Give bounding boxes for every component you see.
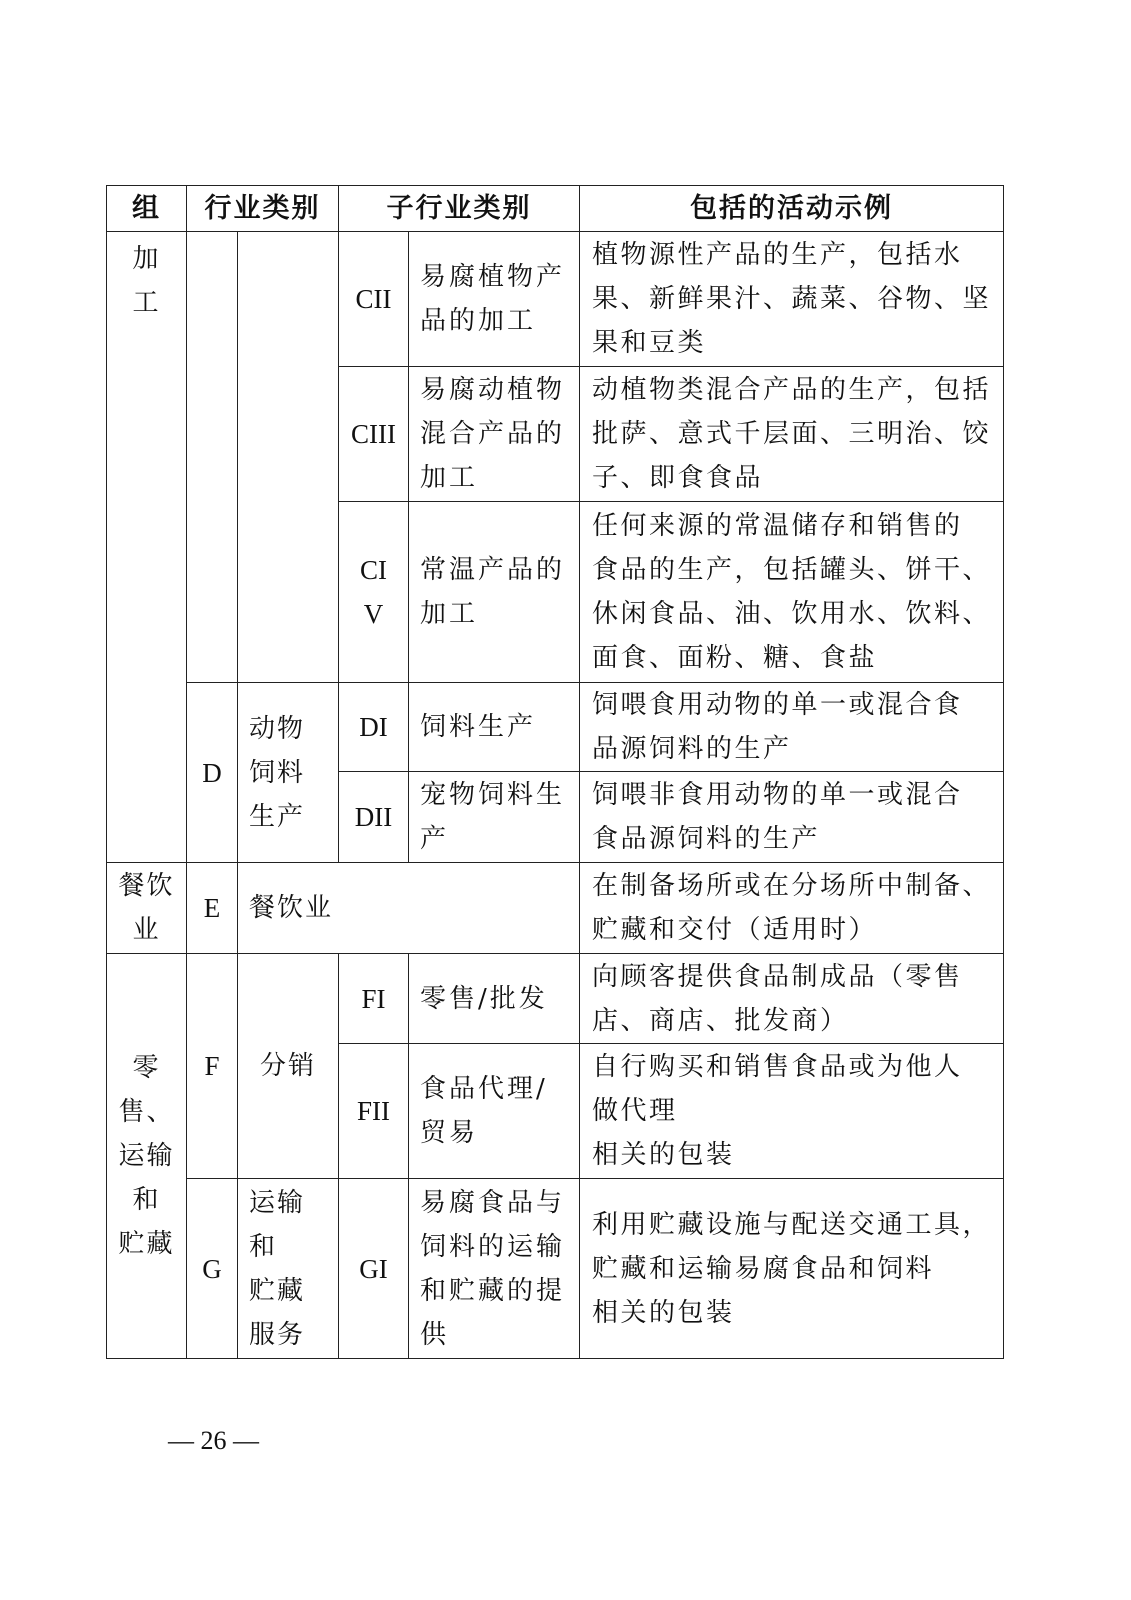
subcategory-code: GI [339,1179,409,1359]
table-header-row [107,186,1004,232]
subcategory-name: 食品代理/ 贸易 [409,1044,580,1179]
group-cell-catering: 餐饮 业 [107,863,187,954]
activity-examples: 自行购买和销售食品或为他人 做代理 相关的包装 [580,1044,1004,1179]
group-cell-retail-transport-storage: 零 售、 运输 和 贮藏 [107,954,187,1359]
subcategory-code: DI [339,683,409,772]
subcategory-name: 易腐食品与 饲料的运输 和贮藏的提 供 [409,1179,580,1359]
empty-cell [187,232,238,683]
header-activity-examples: 包括的活动示例 [580,186,1004,232]
activity-examples: 向顾客提供食品制成品（零售 店、商店、批发商） [580,954,1004,1044]
table-row [107,1179,1004,1359]
empty-cell [238,232,339,683]
subcategory-code: FI [339,954,409,1044]
activity-examples: 饲喂食用动物的单一或混合食 品源饲料的生产 [580,683,1004,772]
table-row [107,232,1004,367]
subcategory-code: CI V [339,502,409,683]
subcategory-code: DII [339,772,409,863]
subcategory-name: 易腐动植物 混合产品的 加工 [409,367,580,502]
industry-classification-table [106,185,1004,1359]
subcategory-name: 饲料生产 [409,683,580,772]
category-code: D [187,683,238,863]
activity-examples: 植物源性产品的生产，包括水 果、新鲜果汁、蔬菜、谷物、坚 果和豆类 [580,232,1004,367]
category-name: 动物 饲料 生产 [238,683,339,863]
subcategory-name: 零售/批发 [409,954,580,1044]
subcategory-code: CIII [339,367,409,502]
category-code: F [187,954,238,1179]
table-row [107,863,1004,954]
activity-examples: 动植物类混合产品的生产，包括 批萨、意式千层面、三明治、饺 子、即食食品 [580,367,1004,502]
activity-examples: 任何来源的常温储存和销售的 食品的生产，包括罐头、饼干、 休闲食品、油、饮用水、饮料、 面食、面粉、糖、食盐 [580,502,1004,683]
header-group: 组 [107,186,187,232]
header-sub-industry-category: 子行业类别 [339,186,580,232]
activity-examples: 在制备场所或在分场所中制备、 贮藏和交付（适用时） [580,863,1004,954]
group-cell-processing: 加 工 [107,232,187,863]
subcategory-name: 易腐植物产 品的加工 [409,232,580,367]
table-row [107,954,1004,1044]
activity-examples: 利用贮藏设施与配送交通工具， 贮藏和运输易腐食品和饲料 相关的包装 [580,1179,1004,1359]
activity-examples: 饲喂非食用动物的单一或混合 食品源饲料的生产 [580,772,1004,863]
category-name: 运输 和 贮藏 服务 [238,1179,339,1359]
subcategory-name: 宠物饲料生 产 [409,772,580,863]
category-name: 餐饮业 [238,863,580,954]
category-code: E [187,863,238,954]
page-number: — 26 — [168,1426,259,1455]
subcategory-name: 常温产品的 加工 [409,502,580,683]
table-row [107,683,1004,772]
category-code: G [187,1179,238,1359]
subcategory-code: FII [339,1044,409,1179]
header-industry-category: 行业类别 [187,186,339,232]
category-name: 分销 [238,954,339,1179]
subcategory-code: CII [339,232,409,367]
